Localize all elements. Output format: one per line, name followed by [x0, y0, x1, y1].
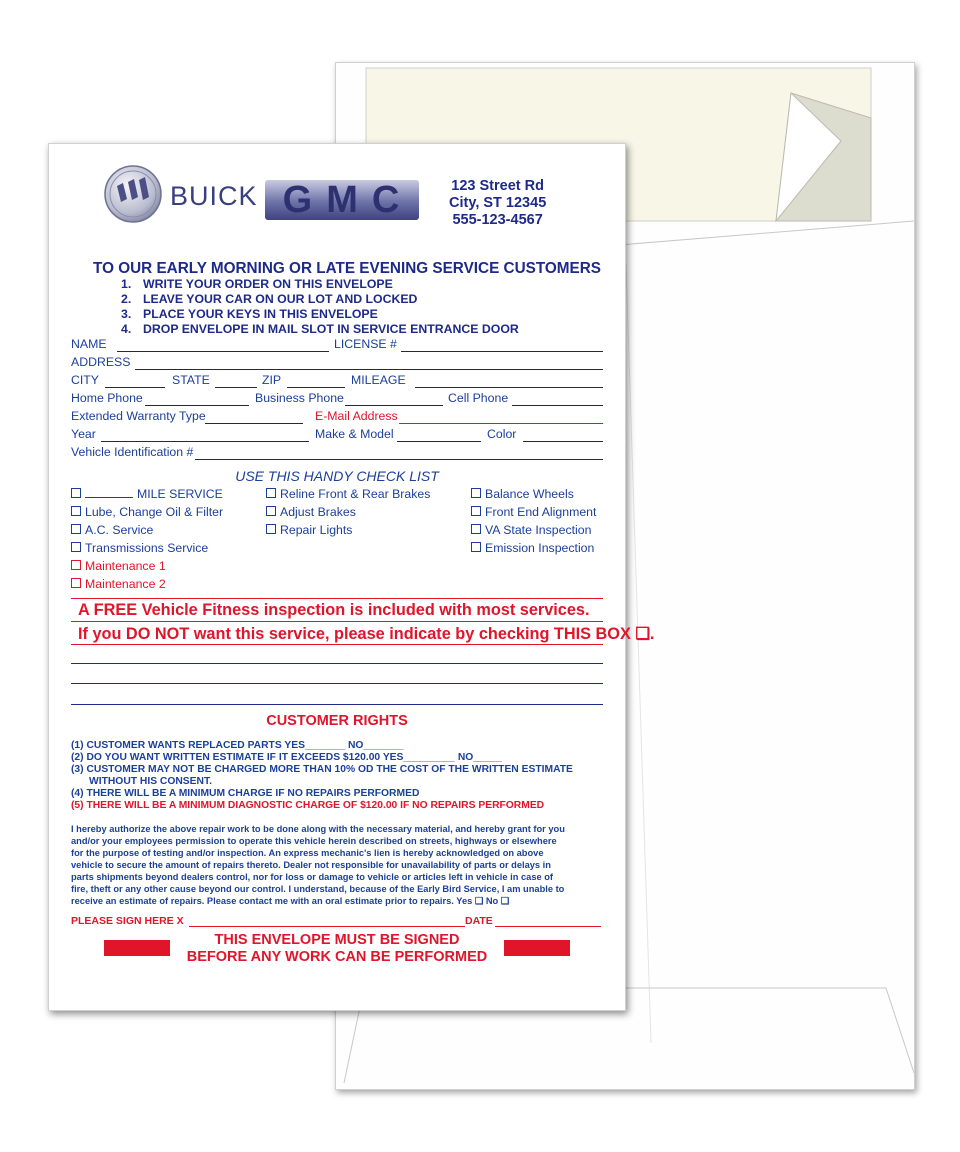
checkbox-icon[interactable]	[71, 560, 81, 570]
signature-notice-line: BEFORE ANY WORK CAN BE PERFORMED	[186, 949, 488, 965]
checkbox-icon[interactable]	[471, 506, 481, 516]
check-va-state-inspection[interactable]: VA State Inspection	[471, 523, 591, 537]
dealer-phone: 555-123-4567	[452, 212, 543, 228]
license-label: LICENSE #	[334, 337, 397, 351]
checkbox-icon[interactable]	[266, 506, 276, 516]
color-label: Color	[487, 427, 517, 441]
city-row	[71, 373, 603, 391]
check-front-end-alignment[interactable]: Front End Alignment	[471, 505, 596, 519]
instructions-list	[121, 277, 519, 337]
date-field[interactable]	[495, 926, 601, 927]
checkbox-icon[interactable]	[71, 506, 81, 516]
divider	[71, 598, 603, 599]
check-maintenance-1[interactable]: Maintenance 1	[71, 559, 166, 573]
authorization-line: for the purpose of testing and/or inspection. An express mechanic's lien is hereby acknowledged on above	[71, 848, 544, 858]
notes-line[interactable]	[71, 683, 603, 684]
rights-item-3: (3) CUSTOMER MAY NOT BE CHARGED MORE THAN 10% OD THE COST OF THE WRITTEN ESTIMATE	[71, 764, 573, 775]
instruction-item: 2. LEAVE YOUR CAR ON OUR LOT AND LOCKED	[121, 292, 418, 306]
checkbox-icon[interactable]	[266, 488, 276, 498]
address-label: ADDRESS	[71, 355, 131, 369]
authorization-text	[71, 823, 565, 907]
signature-field[interactable]	[189, 926, 465, 927]
instruction-item: 4. DROP ENVELOPE IN MAIL SLOT IN SERVICE ENTRANCE DOOR	[121, 322, 519, 336]
address-city: City, ST 12345	[449, 195, 547, 211]
check-ac-service[interactable]: A.C. Service	[71, 523, 153, 537]
email-label: E-Mail Address	[315, 409, 398, 423]
check-transmission[interactable]: Transmissions Service	[71, 541, 208, 555]
buick-wordmark: BUICK	[170, 181, 258, 211]
mileage-label: MILEAGE	[351, 373, 406, 387]
cell-phone-label: Cell Phone	[448, 391, 509, 405]
checkbox-icon[interactable]	[71, 578, 81, 588]
divider	[71, 621, 603, 622]
date-label: DATE	[465, 915, 493, 927]
page-title: TO OUR EARLY MORNING OR LATE EVENING SERVICE CUSTOMERS	[93, 260, 601, 277]
checkbox-icon[interactable]	[71, 488, 81, 498]
fitness-opt-out-text: If you DO NOT want this service, please indicate by checking THIS BOX ❑.	[78, 625, 655, 643]
checklist-heading: USE THIS HANDY CHECK LIST	[235, 468, 439, 484]
check-lube-oil[interactable]: Lube, Change Oil & Filter	[71, 505, 223, 519]
authorization-line: fire, theft or any other cause beyond our control. I understand, because of the Early Bird Service, I am unable to	[71, 884, 565, 894]
mileage-field[interactable]	[415, 387, 603, 388]
check-repair-lights[interactable]: Repair Lights	[266, 523, 352, 537]
zip-label: ZIP	[262, 373, 282, 387]
name-label: NAME	[71, 337, 107, 351]
warranty-row	[71, 409, 603, 427]
fitness-notice: A FREE Vehicle Fitness inspection is included with most services.	[78, 601, 590, 619]
address-street: 123 Street Rd	[451, 178, 544, 194]
home-phone-label: Home Phone	[71, 391, 143, 405]
authorization-line: vehicle to secure the amount of repairs thereto. Dealer not responsible for unavailability of parts or delays in	[71, 860, 551, 870]
dealer-address	[449, 178, 546, 229]
authorization-line: and/or your employees permission to operate this vehicle herein described on streets, highways or elsewhere	[71, 836, 557, 846]
check-adjust-brakes[interactable]: Adjust Brakes	[266, 505, 356, 519]
signature-notice	[49, 932, 625, 966]
phone-row	[71, 391, 603, 409]
rights-item-2: (2) DO YOU WANT WRITTEN ESTIMATE IF IT EXCEEDS $120.00 YES_________ NO_____	[71, 752, 502, 763]
state-field[interactable]	[215, 387, 257, 388]
warranty-label: Extended Warranty Type	[71, 409, 206, 423]
service-envelope-form	[48, 143, 655, 1011]
cell-phone-field[interactable]	[512, 405, 603, 406]
year-field[interactable]	[101, 441, 309, 442]
checkbox-icon[interactable]	[471, 488, 481, 498]
customer-rights-heading: CUSTOMER RIGHTS	[266, 713, 408, 729]
make-model-field[interactable]	[397, 441, 481, 442]
address-row	[71, 355, 603, 373]
home-phone-field[interactable]	[145, 405, 249, 406]
name-field[interactable]	[117, 351, 329, 352]
year-label: Year	[71, 427, 96, 441]
make-model-label: Make & Model	[315, 427, 394, 441]
business-phone-field[interactable]	[345, 405, 443, 406]
color-field[interactable]	[523, 441, 603, 442]
vehicle-row	[71, 427, 603, 445]
zip-field[interactable]	[287, 387, 345, 388]
gmc-logo-text: GMC	[282, 179, 414, 221]
rights-item-5: (5) THERE WILL BE A MINIMUM DIAGNOSTIC CHARGE OF $120.00 IF NO REPAIRS PERFORMED	[71, 800, 545, 811]
checkbox-icon[interactable]	[471, 524, 481, 534]
sign-label: PLEASE SIGN HERE X	[71, 915, 184, 927]
signature-notice-line: THIS ENVELOPE MUST BE SIGNED	[214, 932, 460, 948]
license-field[interactable]	[401, 351, 603, 352]
business-phone-label: Business Phone	[255, 391, 344, 405]
notes-line[interactable]	[71, 704, 603, 705]
vin-label: Vehicle Identification #	[71, 445, 194, 459]
warranty-field[interactable]	[205, 423, 303, 424]
buick-logo-icon	[103, 164, 163, 224]
check-emission-inspection[interactable]: Emission Inspection	[471, 541, 594, 555]
rights-item-3-cont: WITHOUT HIS CONSENT.	[89, 776, 212, 787]
state-label: STATE	[172, 373, 210, 387]
address-field[interactable]	[135, 369, 603, 370]
authorization-line: parts shipments beyond dealers control, nor for loss or damage to vehicle or articles left in vehicle in case of	[71, 872, 554, 882]
gmc-logo	[265, 180, 419, 220]
city-field[interactable]	[105, 387, 165, 388]
vin-row	[71, 445, 603, 463]
instruction-item: 1. WRITE YOUR ORDER ON THIS ENVELOPE	[121, 277, 393, 291]
city-label: CITY	[71, 373, 100, 387]
name-row	[71, 337, 603, 355]
rights-item-1: (1) CUSTOMER WANTS REPLACED PARTS YES_______ NO_______	[71, 740, 404, 751]
rights-item-4: (4) THERE WILL BE A MINIMUM CHARGE IF NO REPAIRS PERFORMED	[71, 788, 420, 799]
checkbox-icon[interactable]	[266, 524, 276, 534]
fitness-opt-out[interactable]	[78, 624, 654, 644]
authorization-line: I hereby authorize the above repair work to be done along with the necessary material, and hereby grant for you	[71, 824, 565, 834]
check-mile-service[interactable]: MILE SERVICE	[71, 487, 223, 501]
notes-line[interactable]	[71, 663, 603, 664]
vin-field[interactable]	[195, 459, 603, 460]
check-balance-wheels[interactable]: Balance Wheels	[471, 487, 574, 501]
email-field[interactable]	[399, 423, 603, 424]
checkbox-icon[interactable]	[71, 542, 81, 552]
authorization-line: receive an estimate of repairs. Please contact me with an oral estimate prior to repairs. Yes ❑ No ❑	[71, 896, 510, 906]
check-reline-brakes[interactable]: Reline Front & Rear Brakes	[266, 487, 430, 501]
checkbox-icon[interactable]	[471, 542, 481, 552]
checkbox-icon[interactable]	[71, 524, 81, 534]
check-maintenance-2[interactable]: Maintenance 2	[71, 577, 166, 591]
divider	[71, 644, 603, 645]
instruction-item: 3. PLACE YOUR KEYS IN THIS ENVELOPE	[121, 307, 378, 321]
